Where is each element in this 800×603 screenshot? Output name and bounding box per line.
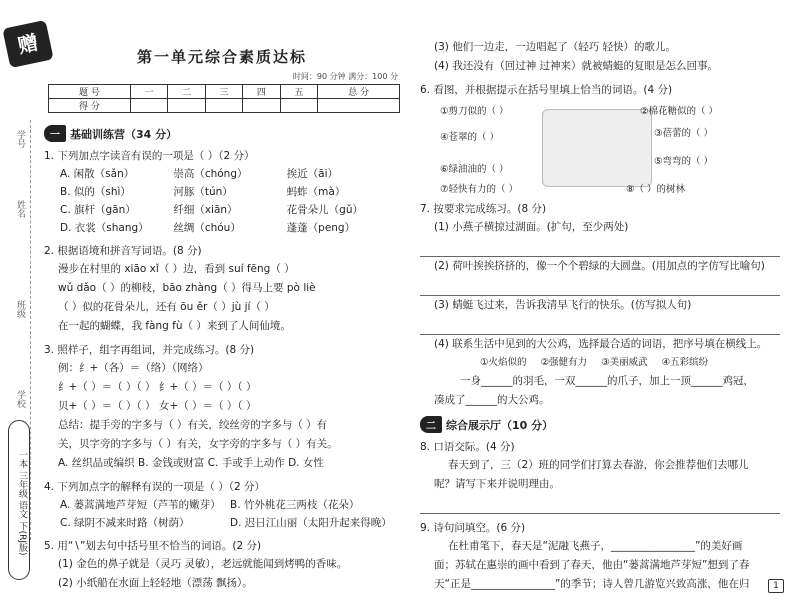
option-row [44, 496, 400, 514]
text-line: (4) 联系生活中见到的大公鸡，选择最合适的词语，把序号填在横线上。 [434, 338, 768, 350]
scene-illustration [542, 109, 652, 187]
text-line: 天“正是________________”的季节；诗人曾几游览兴致高涨，他在归 [434, 578, 750, 590]
text-line: 在杜甫笔下，春天是“泥融飞燕子，________________”的美好画 [448, 540, 743, 552]
score-table [48, 84, 400, 113]
question-7 [420, 201, 780, 410]
question-6 [420, 82, 780, 195]
page-number: 1 [768, 579, 784, 593]
option-cell: 挨近（āi） [286, 168, 339, 180]
text-line: 一身______的羽毛，一双______的爪子，加上一顶______鸡冠， [460, 375, 754, 387]
score-row-label: 得 分 [49, 99, 131, 113]
score-header-cell: 五 [280, 85, 317, 99]
sidebar [0, 0, 40, 603]
picture-area [440, 103, 780, 195]
option-cell: A. 闲散（sǎn） [60, 168, 135, 180]
label-student-id: 学号 [15, 130, 25, 148]
option-row [44, 183, 400, 201]
answer-line[interactable] [420, 317, 780, 335]
word-option: ②强健有力 [540, 357, 588, 368]
text-line: 呢？请写下来并说明理由。 [434, 478, 560, 490]
word-options [420, 354, 780, 372]
option-cell: D. 衣裳（shang） [60, 222, 149, 234]
score-cell[interactable] [243, 99, 280, 113]
text-line: 面；苏轼在惠崇的画中看到了春天，他由“蒌蒿满地芦芽短”想到了春 [434, 559, 750, 571]
text-line: 在一起的蝴蝶，我 fàng fù（ ）来到了人间仙境。 [58, 320, 291, 332]
label-school: 学校 [15, 390, 25, 408]
option-cell: C. 绿阴不减来时路（树荫） [60, 517, 190, 529]
text-line: wǔ dǎo（ ）的柳枝，bāo zhàng（ ）得马上要 pò liè [58, 282, 316, 294]
options-line: A. 丝织品或编织 B. 金钱或财富 C. 手或手上动作 D. 女性 [58, 457, 324, 469]
pic-label: ①剪刀似的（ ） [440, 106, 509, 117]
option-cell: B. 似的（shì） [60, 186, 131, 198]
score-cell[interactable] [130, 99, 167, 113]
option-cell: 河豚（tún） [173, 186, 233, 198]
question-stem: 5. 用“∖”划去句中括号里不恰当的词语。(2 分) [44, 540, 262, 552]
question-5 [44, 538, 400, 593]
option-cell: 蓬蓬（peng） [286, 222, 356, 234]
question-stem: 3. 照样子，组字再组词，并完成练习。(8 分) [44, 344, 255, 356]
text-line: 总结：提手旁的字多与（ ）有关，绞丝旁的字多与（ ）有 [58, 419, 328, 431]
text-line: (2) 荷叶挨挨挤挤的，像一个个碧绿的大圆盘。(用加点的字仿写比喻句) [434, 260, 765, 272]
option-cell: 花骨朵儿（gǔ） [286, 204, 363, 216]
section-header [44, 125, 400, 142]
text-line: 纟+（ ）＝（ ）（ ） 纟+（ ）＝（ ）（ ） [58, 381, 257, 393]
score-cell[interactable] [280, 99, 317, 113]
text-line: 贝+（ ）＝（ ）（ ） 女+（ ）＝（ ）（ ） [58, 400, 257, 412]
option-row [44, 514, 400, 532]
example-line: 例：纟+（各）＝（络）（网络） [58, 362, 209, 374]
question-stem: 4. 下列加点字的解释有误的一项是（ ）（2 分） [44, 481, 265, 493]
section-header [420, 416, 780, 433]
question-stem: 2. 根据语境和拼音写词语。(8 分) [44, 245, 202, 257]
score-header-cell: 总 分 [318, 85, 400, 99]
option-cell: 崇高（chóng） [173, 168, 248, 180]
section-title: 综合展示厅（10 分） [446, 418, 554, 432]
option-cell: C. 旗杆（gān） [60, 204, 136, 216]
question-9 [420, 520, 780, 594]
text-line: 关，贝字旁的字多与（ ）有关，女字旁的字多与（ ）有关。 [58, 438, 338, 450]
section-badge: 一 [44, 125, 66, 142]
question-stem: 9. 诗句问填空。(6 分) [420, 522, 526, 534]
question-stem: 7. 按要求完成练习。(8 分) [420, 203, 547, 215]
left-column [44, 40, 400, 593]
question-stem: 6. 看图，并根据提示在括号里填上恰当的词语。(4 分) [420, 84, 673, 96]
gift-badge: 赠 [2, 20, 53, 68]
text-line: (4) 我还没有（回过神 过神来）就被蜻蜓的复眼是怎么回事。 [434, 60, 719, 72]
text-line: (3) 他们一边走，一边唱起了（轻巧 轻快）的歌儿。 [434, 41, 677, 53]
question-stem: 1. 下列加点字读音有误的一项是（ ）（2 分） [44, 150, 255, 162]
pic-label: ⑦轻快有力的（ ） [440, 184, 519, 195]
label-class: 班级 [15, 300, 25, 318]
answer-line[interactable] [420, 239, 780, 257]
score-header-cell: 四 [243, 85, 280, 99]
question-2 [44, 243, 400, 336]
score-cell[interactable] [318, 99, 400, 113]
section-title: 基础训练营（34 分） [70, 127, 178, 141]
score-cell[interactable] [168, 99, 205, 113]
question-4 [44, 479, 400, 532]
option-row [44, 201, 400, 219]
word-option: ④五彩缤纷 [661, 357, 709, 368]
question-8 [420, 439, 780, 514]
pic-label: ②棉花糖似的（ ） [640, 106, 719, 117]
option-row [44, 165, 400, 183]
text-line: 漫步在村里的 xiāo xǐ（ ）边，看到 suí fēng（ ） [58, 263, 295, 275]
question-3 [44, 342, 400, 473]
option-cell: B. 竹外桃花三两枝（花朵） [230, 499, 360, 511]
score-cell[interactable] [205, 99, 242, 113]
right-column [420, 38, 780, 594]
label-name: 姓名 [15, 200, 25, 218]
text-line: (2) 小纸船在水面上轻轻地（漂荡 飘扬）。 [58, 577, 253, 589]
option-cell: A. 蒌蒿满地芦芽短（芦苇的嫩芽） [60, 499, 221, 511]
cut-line [30, 120, 31, 540]
score-header-cell: 题 号 [49, 85, 131, 99]
question-stem: 8. 口语交际。(4 分) [420, 441, 515, 453]
word-option: ①火焰似的 [480, 357, 527, 368]
option-cell: 蚂蚱（mà） [286, 186, 346, 198]
answer-line[interactable] [420, 278, 780, 296]
pic-label: ⑤弯弯的（ ） [654, 156, 714, 167]
page-title: 第一单元综合素质达标 [136, 48, 307, 66]
pic-label: ④苍翠的（ ） [440, 132, 500, 143]
text-line: 春天到了，三（2）班的同学们打算去春游，你会推荐他们去哪儿 [448, 459, 749, 471]
option-cell: 纤细（xiān） [173, 204, 238, 216]
text-line: （ ）似的花骨朵儿，还有 ōu ěr（ ）jù jí（ ） [58, 301, 275, 313]
score-header-cell: 一 [130, 85, 167, 99]
exam-meta: 时间：90 分钟 满分：100 分 [292, 72, 398, 81]
word-option: ③美丽威武 [601, 357, 648, 368]
score-header-cell: 二 [168, 85, 205, 99]
text-line: (1) 小燕子横掠过湖面。(扩句，至少两处) [434, 221, 629, 233]
text-line: (1) 金色的鼻子就是（灵巧 灵敏），老远就能闻到烤鸭的香味。 [58, 558, 348, 570]
section-badge: 二 [420, 416, 442, 433]
option-cell: D. 迟日江山丽（太阳升起来得晚） [230, 517, 392, 529]
score-header-cell: 三 [205, 85, 242, 99]
answer-line[interactable] [420, 496, 780, 514]
text-line: (3) 蜻蜓飞过来，告诉我清早飞行的快乐。(仿写拟人句) [434, 299, 692, 311]
question-1 [44, 148, 400, 237]
option-cell: 丝绸（chóu） [173, 222, 241, 234]
brand-logo: 一本 三年级 语文 下(RJ版) [8, 420, 30, 580]
option-row [44, 219, 400, 237]
text-line: 凑成了______的大公鸡。 [434, 394, 550, 406]
pic-label: ⑥绿油油的（ ） [440, 164, 509, 175]
pic-label: ⑧（ ）的树林 [626, 184, 686, 195]
pic-label: ③蓓蕾的（ ） [654, 128, 714, 139]
